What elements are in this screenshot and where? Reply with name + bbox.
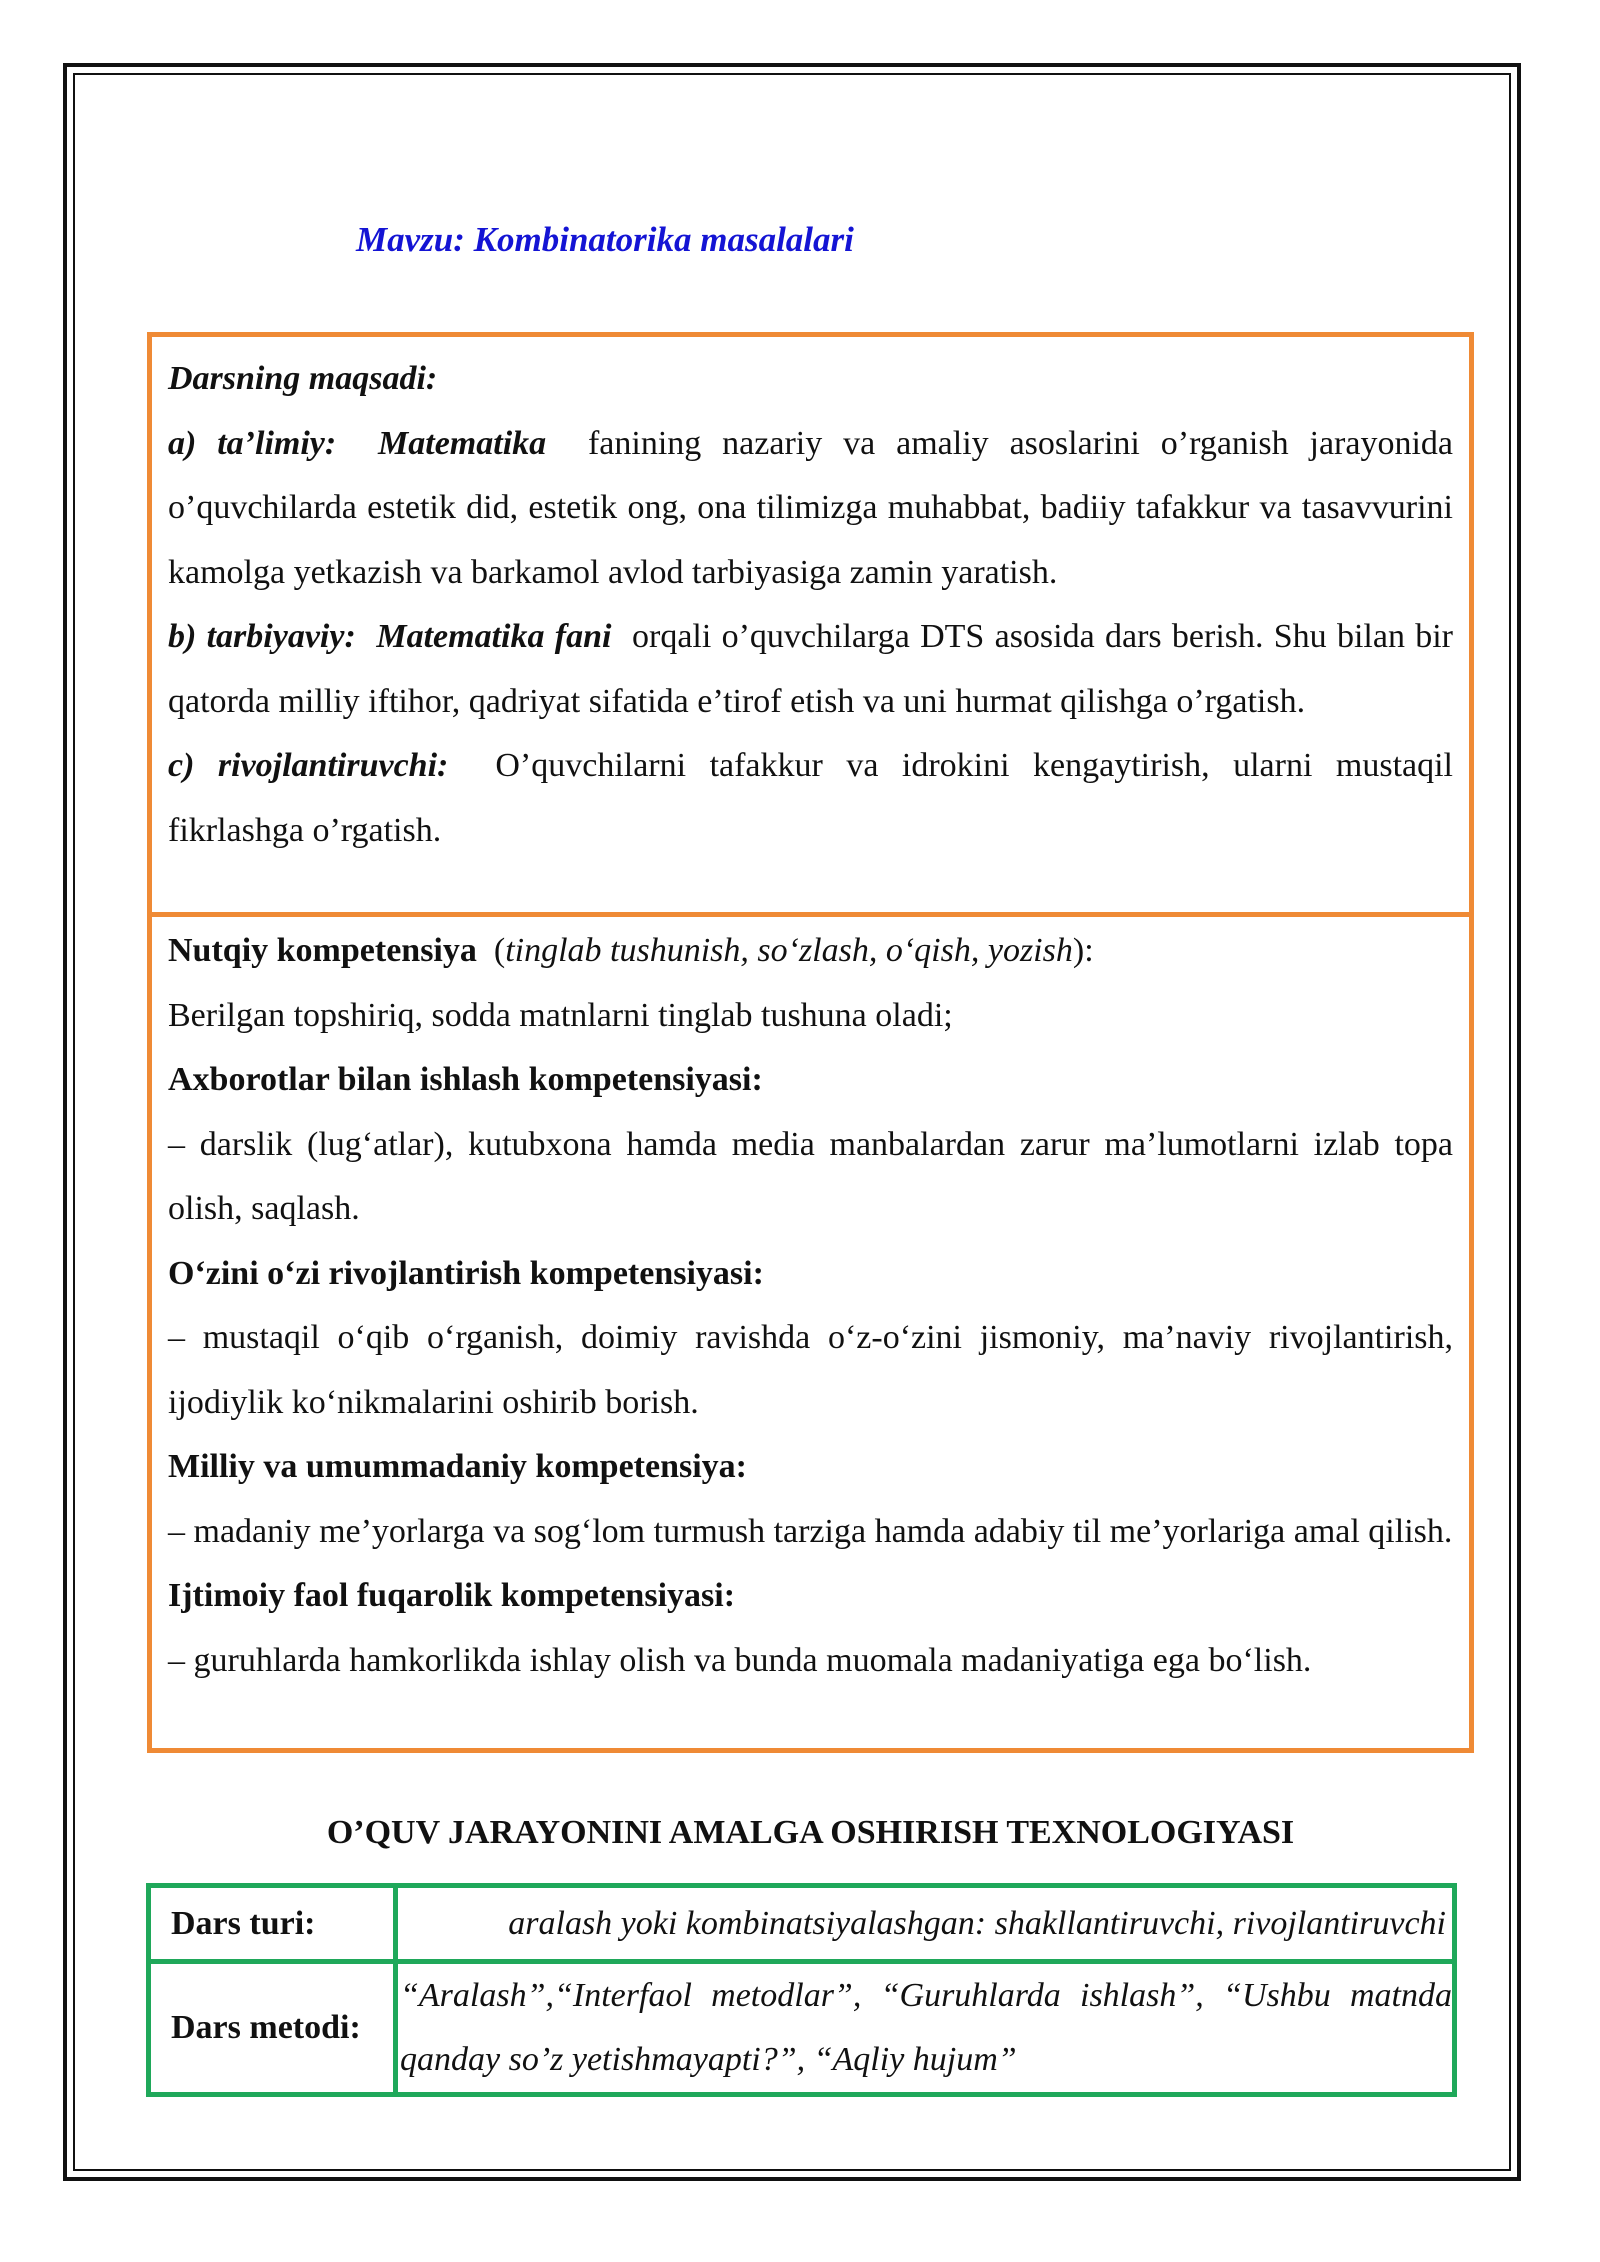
paren-close: ): (1072, 932, 1094, 969)
lesson-goals-box (147, 332, 1474, 917)
lesson-type-label: Dars turi: (149, 1886, 396, 1962)
goal-text: orqali o’quvchilarga DTS asosida dars berish. Shu bilan bir qatorda milliy iftihor, qadriyat sifatida e’tirof etish va uni hurmat qilishga o’rgatish. (168, 618, 1454, 720)
goal-educational (168, 412, 1453, 606)
goal-label: b) tarbiyaviy: (168, 618, 356, 655)
goal-subject: Matematika fani (376, 618, 612, 655)
competency-title: Axborotlar bilan ishlash kompetensiyasi: (168, 1061, 763, 1098)
paren-open: ( (493, 932, 506, 969)
goal-developmental (168, 734, 1453, 863)
technology-table (146, 1883, 1457, 2097)
competency-title: Milliy va umummadaniy kompetensiya: (168, 1448, 747, 1485)
topic-title: Mavzu: Kombinatorika masalalari (356, 220, 854, 259)
goal-upbringing (168, 605, 1453, 734)
lesson-method-value: “Aralash”,“Interfaol metodlar”, “Guruhlarda ishlash”, “Ushbu matnda qanday so’z yetishmayapti?”, “Aqliy hujum” (396, 1962, 1455, 2095)
table-row (149, 1962, 1455, 2095)
competency-text: – mustaqil o‘qib o‘rganish, doimiy ravishda o‘z-o‘zini jismoniy, ma’naviy rivojlantirish, ijodiylik ko‘nikmalarini oshirib borish. (168, 1319, 1453, 1421)
speech-skills: tinglab tushunish, so‘zlash, o‘qish, yozish (505, 932, 1073, 969)
competency-text: – madaniy me’yorlarga va sog‘lom turmush tarziga hamda adabiy til me’yorlariga amal qilish. (168, 1512, 1453, 1550)
goals-heading: Darsning maqsadi: (168, 360, 438, 397)
competency-title: Nutqiy kompetensiya (168, 932, 477, 969)
lesson-type-value: aralash yoki kombinatsiyalashgan: shakllantiruvchi, rivojlantiruvchi (396, 1886, 1455, 1962)
competency-text: Berilgan topshiriq, sodda matnlarni tinglab tushuna oladi; (168, 996, 953, 1034)
lesson-method-label: Dars metodi: (149, 1962, 396, 2095)
speech-competency-heading (168, 919, 1453, 984)
goal-subject: Matematika (378, 424, 547, 462)
competency-text: – darslik (lug‘atlar), kutubxona hamda media manbalardan zarur ma’lumotlarni izlab topa olish, saqlash. (168, 1125, 1453, 1227)
competency-text: – guruhlarda hamkorlikda ishlay olish va bunda muomala madaniyatiga ega bo‘lish. (168, 1641, 1312, 1679)
technology-heading: O’QUV JARAYONINI AMALGA OSHIRISH TEXNOLOGIYASI (326, 1814, 1295, 1851)
goal-label: c) rivojlantiruvchi: (168, 747, 449, 784)
competency-title: O‘zini o‘zi rivojlantirish kompetensiyasi: (168, 1254, 764, 1292)
goal-text: O’quvchilarni tafakkur va idrokini kengaytirish, ularni mustaqil fikrlashga o’rgatish. (168, 747, 1454, 849)
goal-text: fanining nazariy va amaliy asoslarini o’rganish jarayonida o’quvchilarda estetik did, estetik ong, ona tilimizga muhabbat, badiiy tafakkur va tasavvurini kamolga yetkazish va barkamol avlod tarbiyasiga zamin yaratish. (168, 424, 1453, 591)
goal-label: a) ta’limiy: (168, 424, 337, 462)
competency-title: Ijtimoiy faol fuqarolik kompetensiyasi: (168, 1577, 736, 1614)
competencies-box (147, 912, 1474, 1753)
table-row (149, 1886, 1455, 1962)
